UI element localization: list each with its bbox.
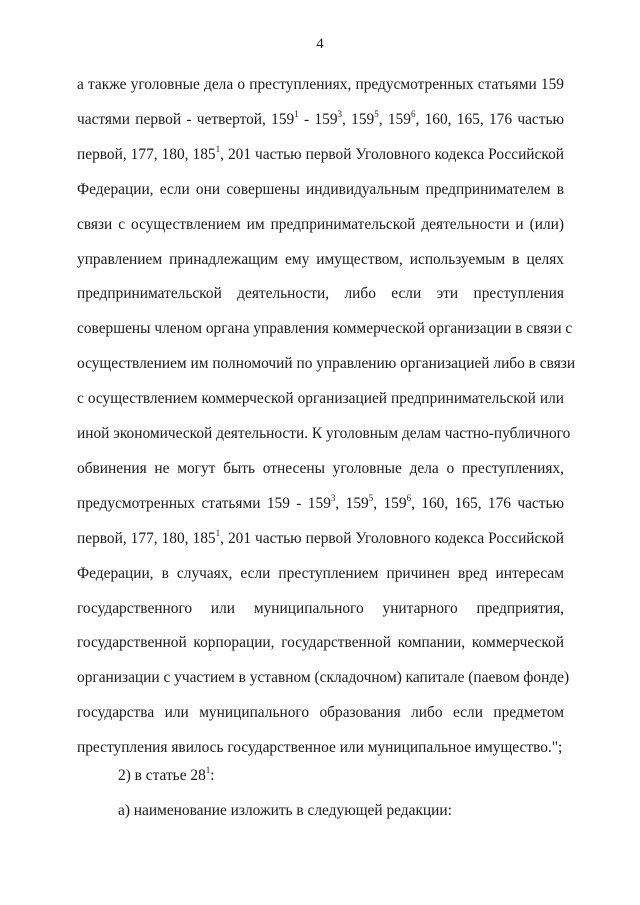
text-segment: , 201 частью первой Уголовного кодекса Российской [220,529,564,547]
text-segment: , 159 [378,110,411,128]
text-segment: Федерации, в случаях, если преступлением причинен вред интересам [77,564,564,582]
text-segment: 2) в статье 28 [118,767,206,784]
superscript: 3 [330,492,336,503]
paragraph-line [77,73,564,97]
paragraph-line [77,317,573,341]
text-segment: преступления явилось государственное или муниципальное имущество."; [77,739,563,757]
text-segment: : [210,767,215,784]
paragraph-line [77,213,564,237]
superscript: 1 [294,108,299,119]
page-number: 4 [316,36,324,52]
text-segment: обвинения не могут быть отнесены уголовные дела о преступлениях, [77,459,564,477]
text-segment: частями первой - четвертой, 159 [77,110,295,128]
paragraph-line [77,143,564,167]
superscript: 6 [410,108,416,119]
text-segment: предусмотренных статьями 159 - 159 [77,494,331,512]
superscript: 1 [215,527,221,538]
superscript: 5 [368,492,374,503]
paragraph-line [77,422,571,446]
paragraph-line [77,597,564,621]
text-segment: государства или муниципального образования либо если предметом [77,704,564,722]
text-segment: иной экономической деятельности. К уголовным делам частно-публичного [77,425,571,442]
superscript: 1 [215,143,221,154]
text-segment: первой, 177, 180, 185 [77,145,216,163]
paragraph-line [77,282,564,306]
text-segment: управлением принадлежащим ему имуществом, используемым в целях [77,250,564,268]
paragraph-line [77,527,564,551]
paragraph-line [77,457,564,481]
paragraph-line [77,387,564,411]
paragraph-line [77,108,564,132]
text-segment: совершены членом органа управления коммерческой организации в связи с [77,320,573,338]
paragraph-line [77,178,564,202]
text-segment: первой, 177, 180, 185 [77,529,216,547]
superscript: 5 [374,108,379,119]
text-segment: , 159 [373,494,407,512]
text-segment: , 159 [335,494,369,512]
text-segment: государственной корпорации, государственной компании, коммерческой [77,634,564,652]
text-segment: Федерации, если они совершены индивидуальным предпринимателем в [77,180,564,198]
paragraph-line [77,666,570,690]
text-segment: связи с осуществлением им предпринимательской деятельности и (или) [77,215,564,233]
text-segment: , 160, 165, 176 частью [415,110,564,128]
paragraph-line [77,736,564,760]
text-segment: с осуществлением коммерческой организацией предпринимательской или [77,390,564,408]
list-item [118,799,452,823]
paragraph-line [77,248,564,272]
text-segment: а) наименование изложить в следующей редакции: [118,802,452,819]
superscript: 1 [205,764,211,775]
text-segment: , 159 [342,110,375,128]
paragraph-line [77,492,564,516]
list-item [118,764,215,788]
superscript: 6 [406,492,412,503]
text-segment: государственного или муниципального унитарного предприятия, [77,599,564,617]
paragraph-line [77,701,564,725]
paragraph-line [77,631,564,655]
text-segment: , 201 частью первой Уголовного кодекса Российской [220,145,564,163]
superscript: 3 [337,108,343,119]
paragraph-line [77,562,564,586]
text-segment: - 159 [298,110,338,128]
text-segment: предпринимательской деятельности, либо если эти преступления [77,285,564,303]
text-segment: , 160, 165, 176 частью [411,494,565,512]
text-segment: а также уголовные дела о преступлениях, предусмотренных статьями 159 [77,76,564,93]
text-segment: организации с участием в уставном (складочном) капитале (паевом фонде) [77,669,570,687]
text-segment: осуществлением им полномочий по управлению организацией либо в связи [77,355,576,373]
paragraph-line [77,352,576,376]
